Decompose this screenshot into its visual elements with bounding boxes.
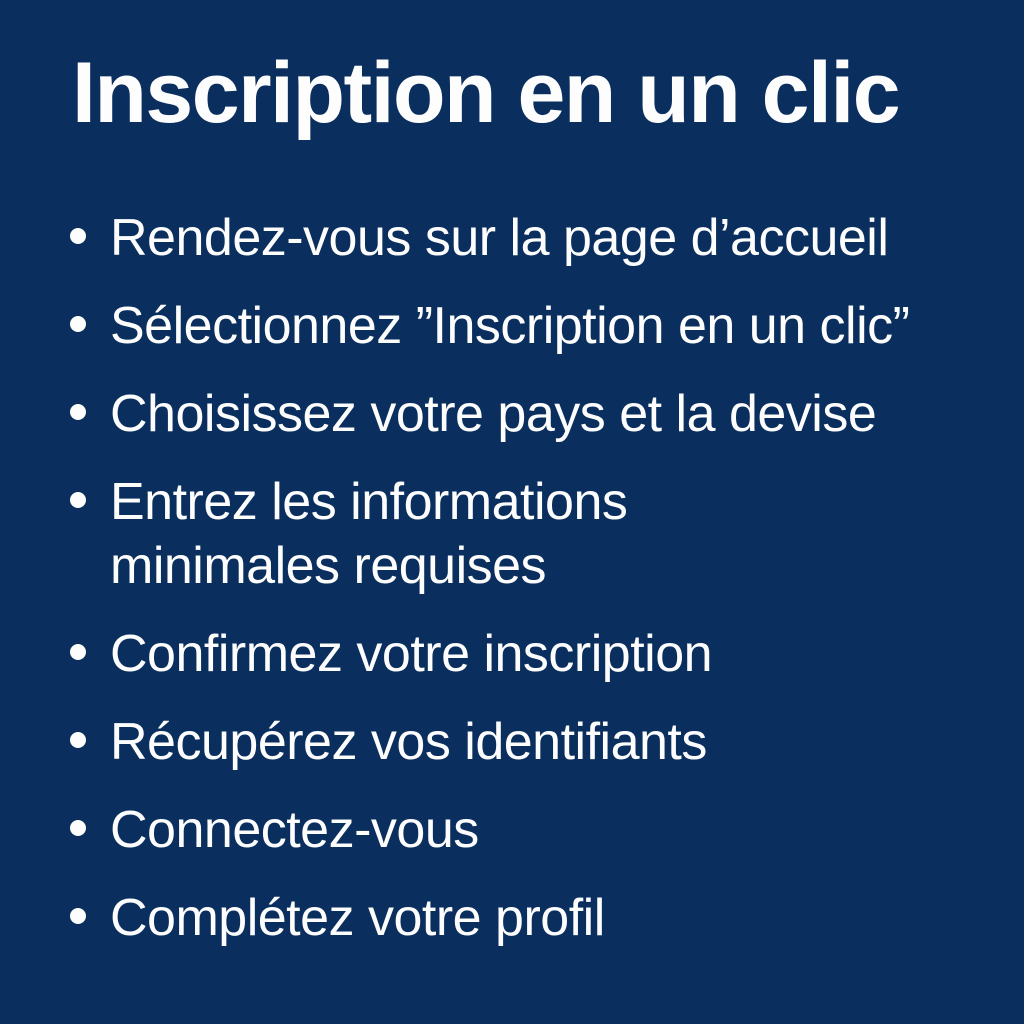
list-item-text: Choisissez votre pays et la devise <box>110 384 877 443</box>
bullet-dot-icon <box>70 316 86 332</box>
list-item-text: Récupérez vos identifiants <box>110 712 707 771</box>
list-item <box>70 798 994 862</box>
page-title: Inscription en un clic <box>72 45 900 141</box>
list-item-text: Connectez-vous <box>110 800 479 859</box>
bullet-list <box>70 206 994 950</box>
bullet-dot-icon <box>70 908 86 924</box>
list-item <box>70 382 994 446</box>
list-item-text: Complétez votre profil <box>110 888 605 947</box>
bullet-dot-icon <box>70 228 86 244</box>
list-item-text: Confirmez votre inscription <box>110 624 713 683</box>
bullet-dot-icon <box>70 644 86 660</box>
list-item <box>70 470 994 598</box>
list-item-text: Entrez les informations minimales requises <box>110 472 628 595</box>
list-item <box>70 622 994 686</box>
list-item <box>70 206 994 270</box>
bullet-dot-icon <box>70 820 86 836</box>
list-item <box>70 710 994 774</box>
list-item <box>70 886 994 950</box>
list-item-text: Sélectionnez ”Inscription en un clic” <box>110 296 910 355</box>
list-item-text: Rendez-vous sur la page d’accueil <box>110 208 889 267</box>
bullet-dot-icon <box>70 404 86 420</box>
bullet-dot-icon <box>70 492 86 508</box>
list-item <box>70 294 994 358</box>
bullet-dot-icon <box>70 732 86 748</box>
